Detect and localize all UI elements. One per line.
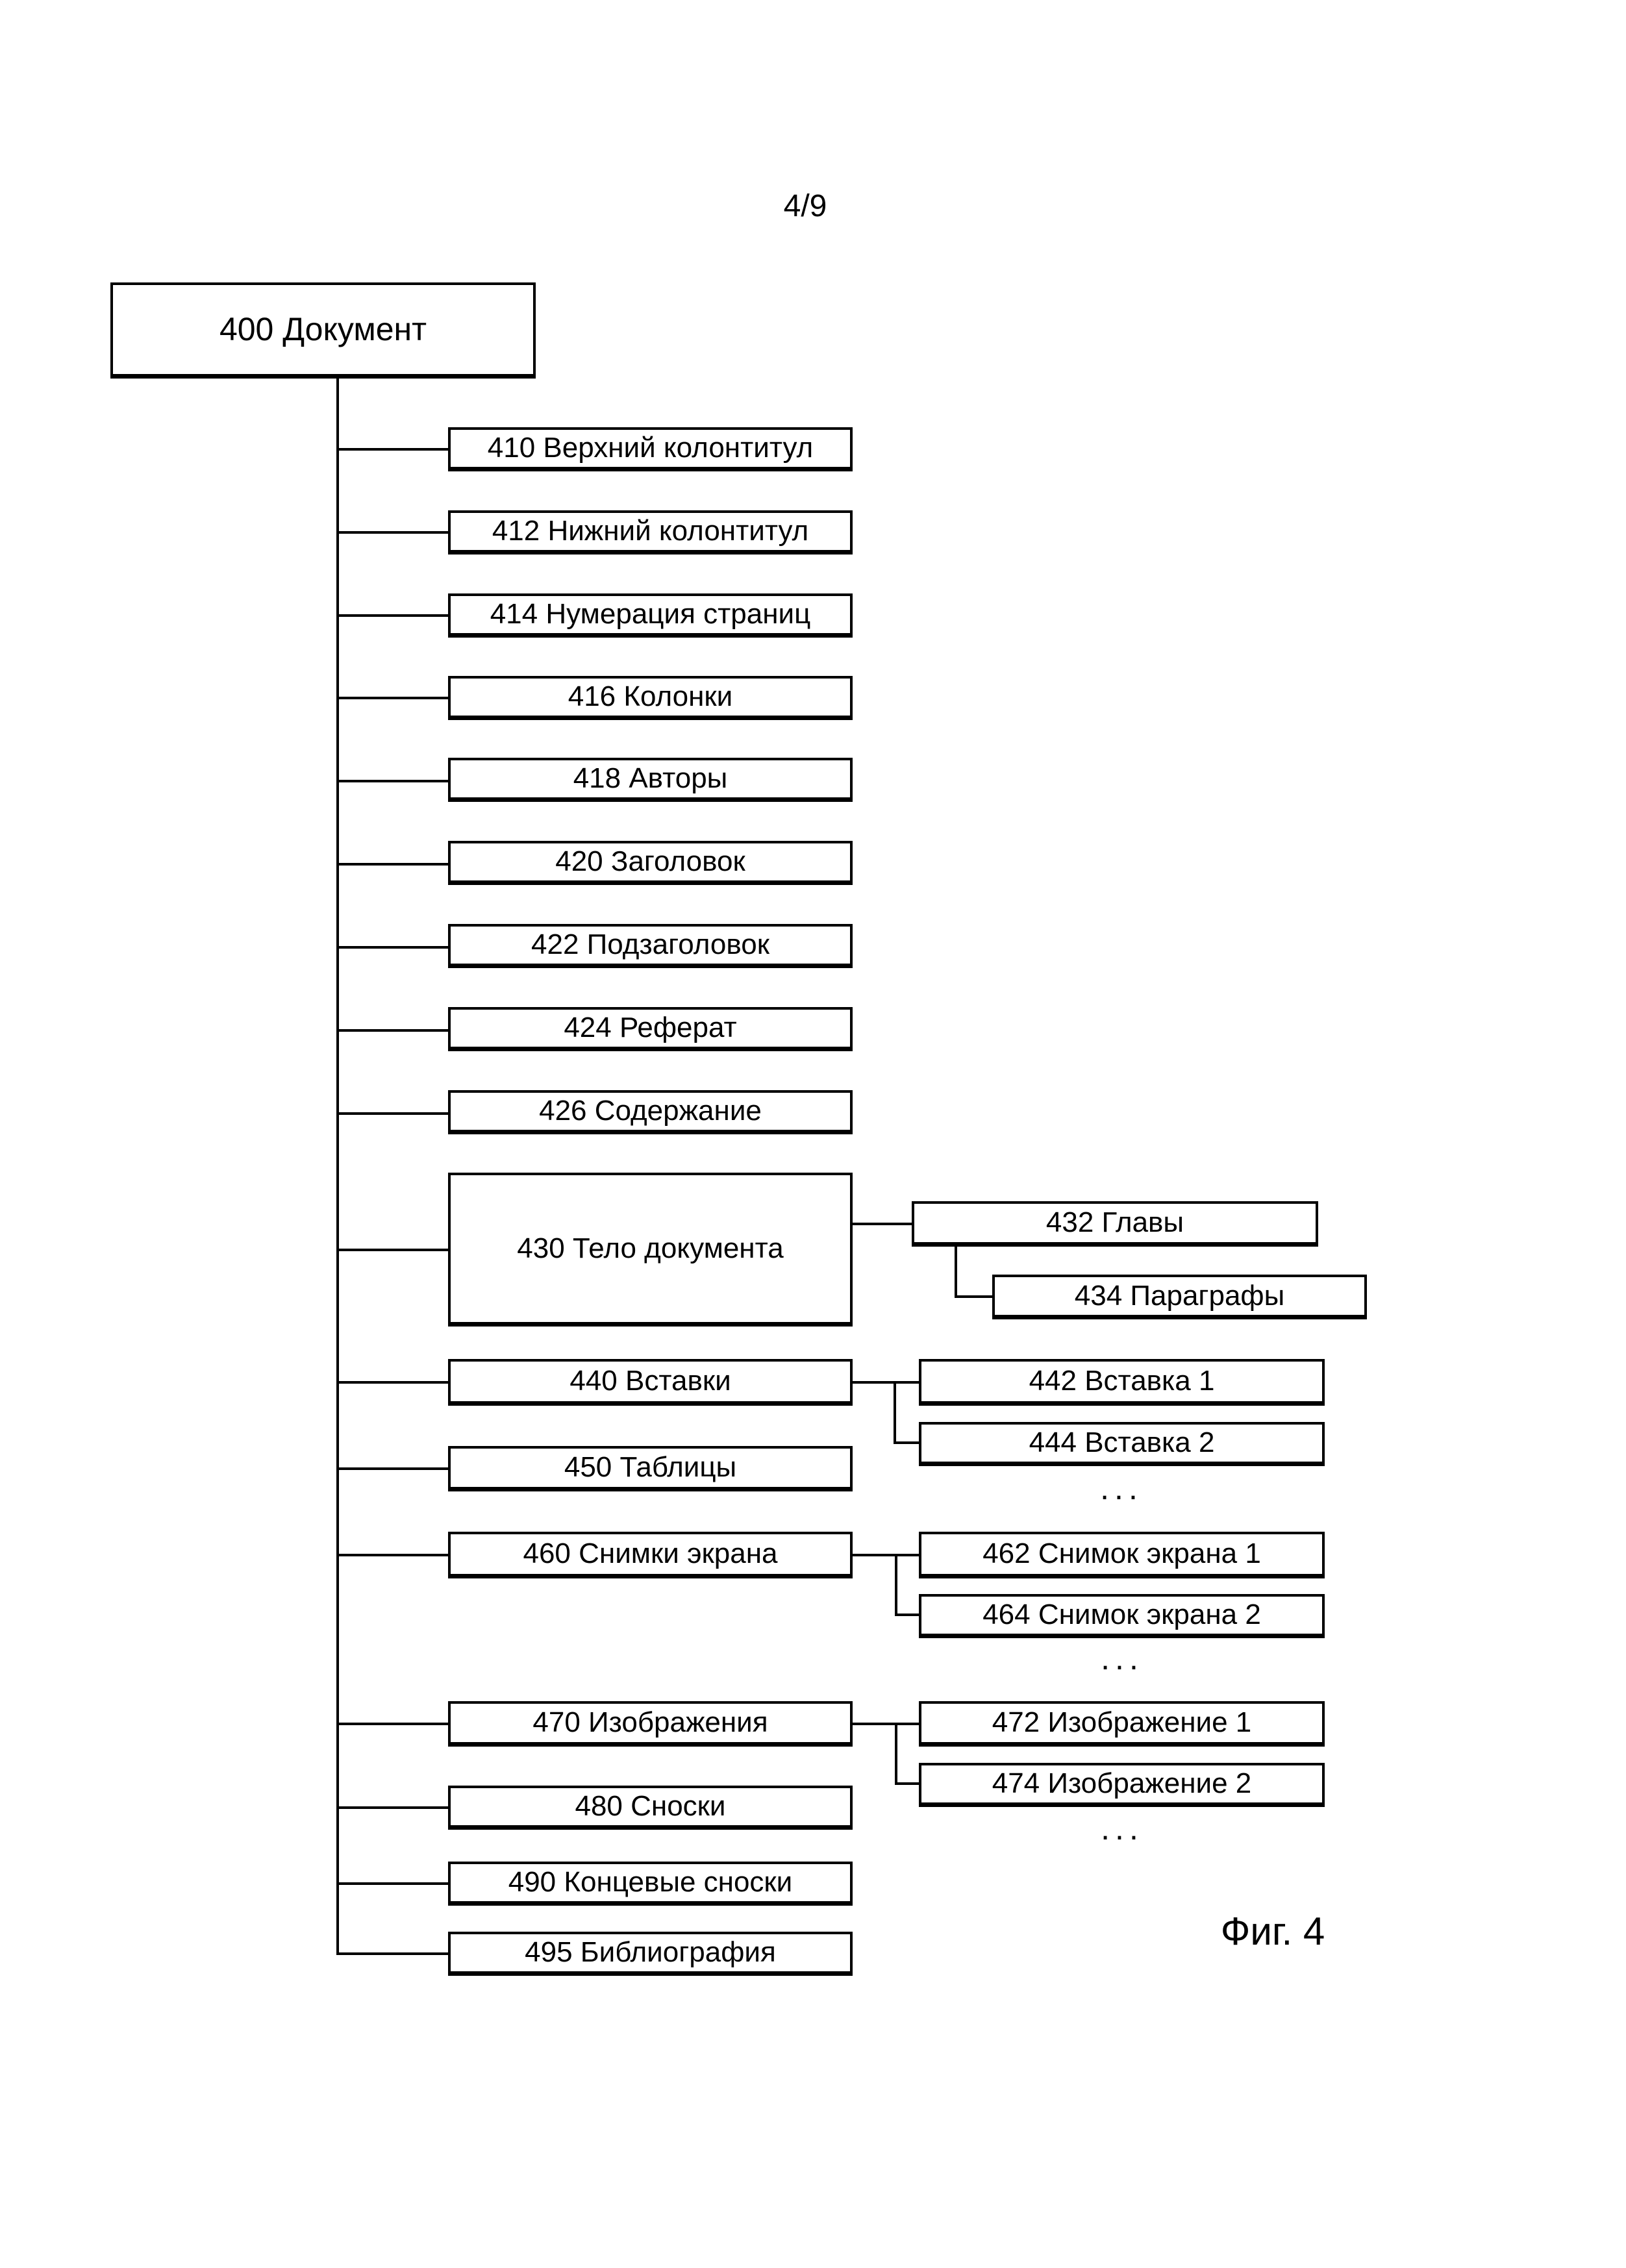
elbow-440-444-vertical [894,1381,896,1444]
elbow-440-444-horizontal [894,1441,919,1444]
branch-line-424 [336,1029,451,1032]
connector-470-472 [853,1723,919,1725]
node-432-chapters: 432 Главы [912,1201,1318,1247]
node-450-tables: 450 Таблицы [448,1446,853,1491]
branch-line-412 [336,531,451,534]
sheet-number: 4/9 [783,189,827,223]
node-472-image-1: 472 Изображение 1 [919,1701,1325,1747]
branch-line-426 [336,1112,451,1115]
branch-line-440 [336,1381,451,1384]
ellipsis-insets: ... [1100,1470,1143,1506]
node-462-screenshot-1: 462 Снимок экрана 1 [919,1532,1325,1578]
branch-line-480 [336,1806,451,1809]
branch-line-410 [336,448,451,451]
node-426-contents: 426 Содержание [448,1090,853,1134]
branch-line-460 [336,1554,451,1556]
branch-line-430 [336,1249,451,1251]
elbow-460-464-vertical [895,1554,897,1616]
node-490-endnotes: 490 Концевые сноски [448,1862,853,1906]
node-412-footer: 412 Нижний колонтитул [448,510,853,555]
branch-line-450 [336,1467,451,1470]
node-442-inset-1: 442 Вставка 1 [919,1359,1325,1406]
node-460-screenshots: 460 Снимки экрана [448,1532,853,1578]
elbow-432-434-vertical [955,1245,957,1298]
ellipsis-screenshots: ... [1101,1640,1144,1676]
branch-line-418 [336,780,451,782]
node-430-document-body: 430 Тело документа [448,1173,853,1327]
branch-line-420 [336,863,451,866]
ellipsis-images: ... [1101,1810,1144,1847]
elbow-460-464-horizontal [895,1614,919,1616]
connector-430-432 [853,1223,912,1225]
branch-line-414 [336,614,451,617]
node-495-bibliography: 495 Библиография [448,1932,853,1976]
node-420-title: 420 Заголовок [448,841,853,885]
branch-line-495 [336,1952,451,1955]
elbow-470-474-horizontal [895,1782,919,1785]
figure-caption: Фиг. 4 [1220,1910,1325,1953]
elbow-470-474-vertical [895,1723,897,1785]
node-410-header: 410 Верхний колонтитул [448,427,853,471]
node-474-image-2: 474 Изображение 2 [919,1763,1325,1807]
branch-line-490 [336,1882,451,1885]
node-416-columns: 416 Колонки [448,676,853,720]
node-414-page-numbering: 414 Нумерация страниц [448,593,853,638]
node-464-screenshot-2: 464 Снимок экрана 2 [919,1594,1325,1638]
node-444-inset-2: 444 Вставка 2 [919,1422,1325,1466]
node-440-insets: 440 Вставки [448,1359,853,1406]
branch-line-416 [336,697,451,699]
branch-line-470 [336,1723,451,1725]
branch-line-422 [336,946,451,949]
connector-460-462 [853,1554,919,1556]
node-400-document: 400 Документ [110,282,536,379]
connector-440-442 [853,1381,919,1384]
node-480-footnotes: 480 Сноски [448,1786,853,1830]
node-418-authors: 418 Авторы [448,758,853,802]
node-424-abstract: 424 Реферат [448,1007,853,1051]
node-422-subtitle: 422 Подзаголовок [448,924,853,968]
node-434-paragraphs: 434 Параграфы [992,1275,1367,1319]
elbow-432-434-horizontal [955,1295,992,1298]
node-470-images: 470 Изображения [448,1701,853,1747]
